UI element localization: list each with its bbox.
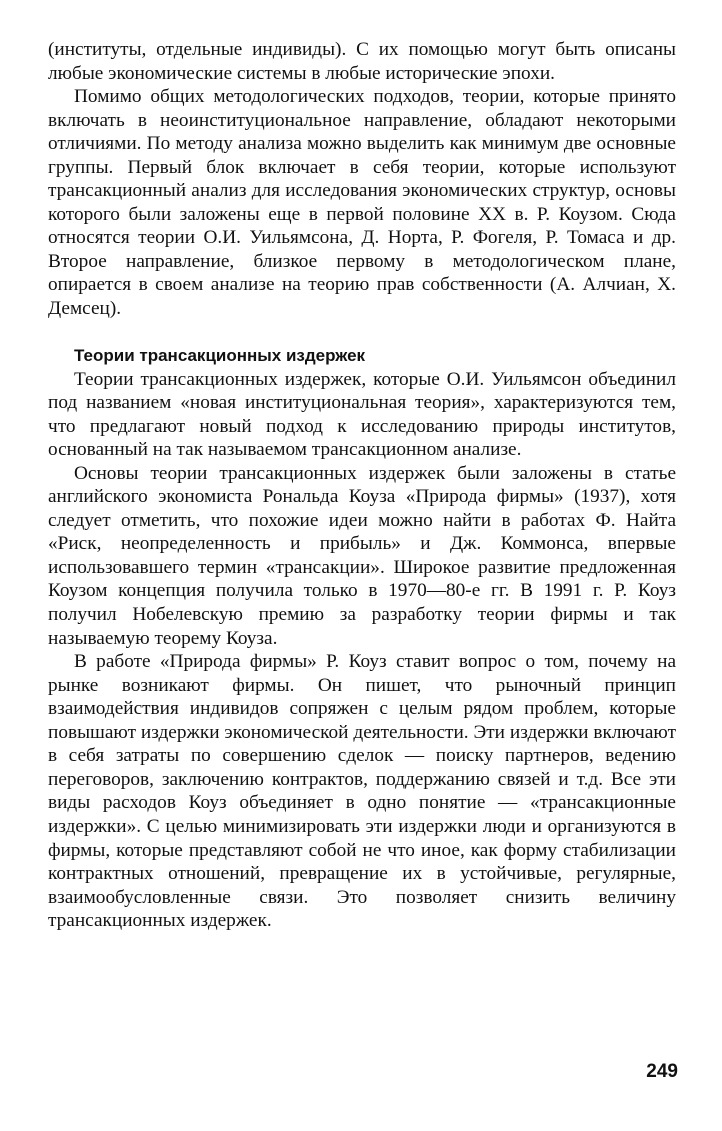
paragraph-nature-of-firm: В работе «Природа фирмы» Р. Коуз ставит вопрос о том, почему на рынке возникают фирмы. Он пишет, что рыночный принцип взаимодействия индивидов сопряжен с целым рядом проблем, которые повышают издержки экономической деятельности. Эти издержки включают в себя затраты по совершению сделок — поиску партнеров, ведению переговоров, заключению контрактов, поддержанию связей и т.д. Все эти виды расходов Коуз объединяет в одно понятие — «трансакционные издержки». С целью минимизировать эти издержки люди и организуются в фирмы, которые представляют собой не что иное, как форму стабилизации контрактных отношений, превращение их в устойчивые, регулярные, взаимообусловленные связи. Это позволяет снизить величину трансакционных издержек. xyxy=(48,651,676,932)
paragraph-new-institutional-theory: Теории трансакционных издержек, которые О.И. Уильямсон объединил под названием «новая институциональная теория», характеризуются тем, что предлагают новый подход к исследованию природы институтов, основанный на так называемом трансакционном анализе. xyxy=(48,368,676,461)
paragraph-continuation: (институты, отдельные индивиды). С их помощью могут быть описаны любые экономические системы в любые исторические эпохи. xyxy=(48,39,676,84)
paragraph-coase-foundations: Основы теории трансакционных издержек были заложены в статье английского экономиста Рональда Коуза «Природа фирмы» (1937), хотя следует отметить, что похожие идеи можно найти в работах Ф. Найта «Риск, неопределенность и прибыль» и Дж. Коммонса, впервые использовавшего термин «трансакции». Широкое развитие предложенная Коузом концепция получила только в 1970—80-е гг. В 1991 г. Р. Коуз получил Нобелевскую премию за разработку теории фирмы и так называемую теорему Коуза. xyxy=(48,462,676,649)
section-heading: Теории трансакционных издержек xyxy=(74,345,366,365)
page-body xyxy=(48,38,676,933)
page-number: 249 xyxy=(646,1061,678,1082)
paragraph-methodology: Помимо общих методологических подходов, теории, которые принято включать в неоинституциональное направление, обладают некоторыми отличиями. По методу анализа можно выделить как минимум две основные группы. Первый блок включает в себя теории, которые используют трансакционный анализ для исследования экономических структур, основы которого были заложены еще в первой половине XX в. Р. Коузом. Сюда относятся теории О.И. Уильямсона, Д. Норта, Р. Фогеля, Р. Томаса и др. Второе направление, близкое первому в методологическом плане, опирается в своем анализе на теорию прав собственности (А. Алчиан, Х. Демсец). xyxy=(48,86,676,320)
